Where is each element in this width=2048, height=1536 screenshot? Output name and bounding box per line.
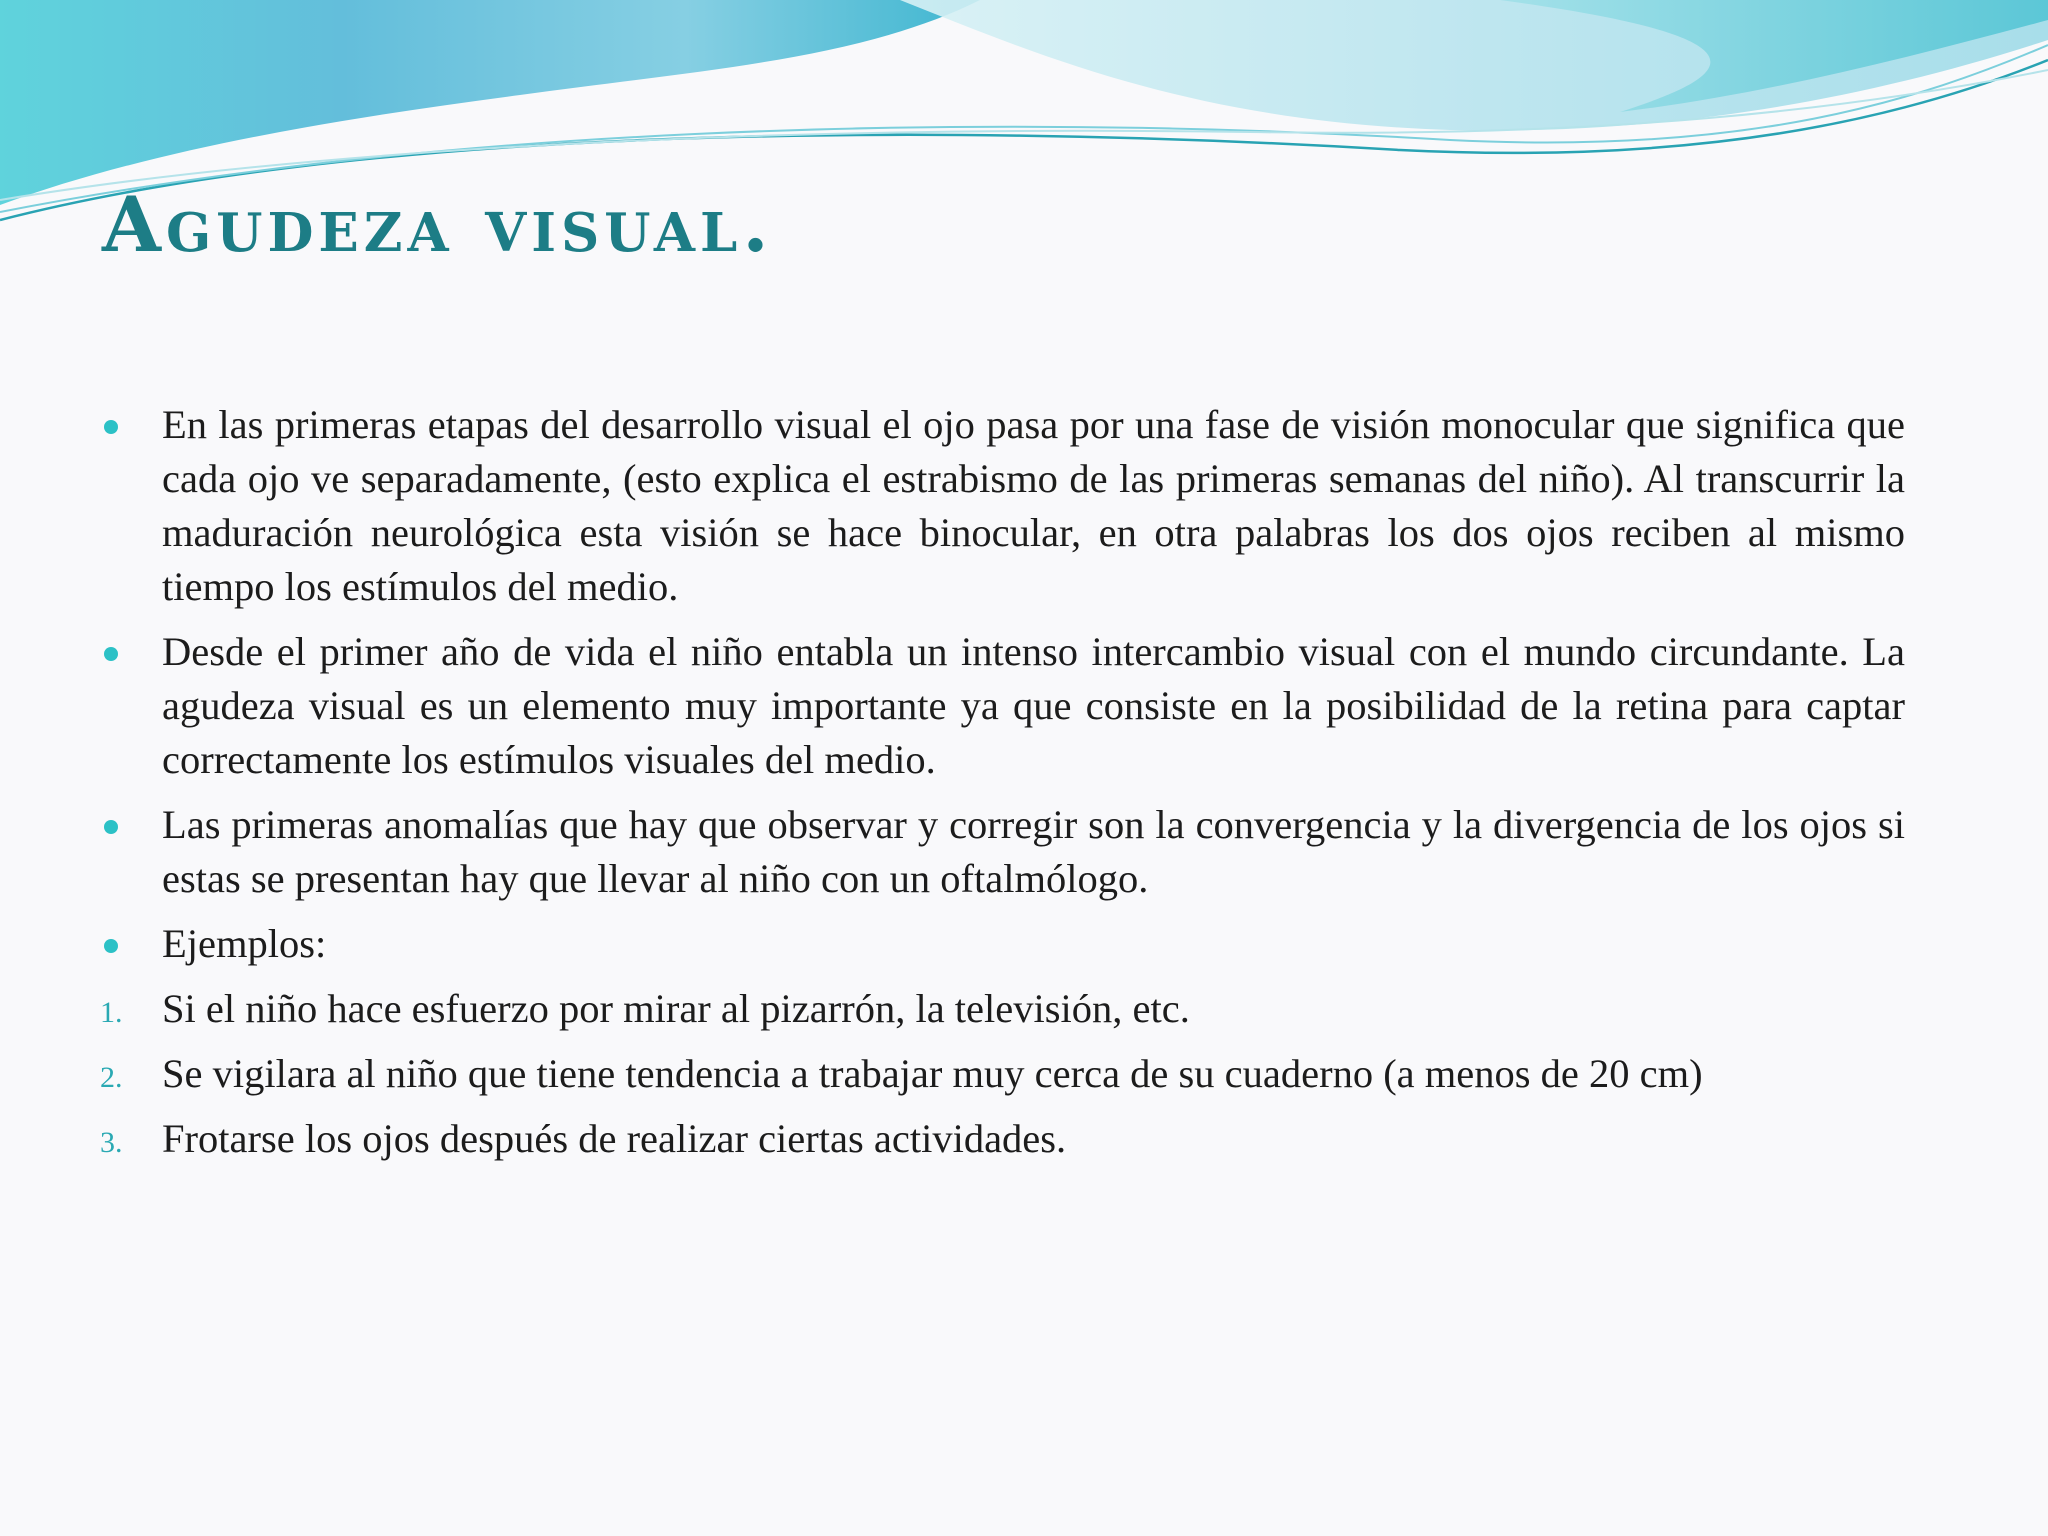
numbered-text: Frotarse los ojos después de realizar ciertas actividades. [162,1116,1067,1161]
bullet-item [100,798,1905,906]
bullet-text: En las primeras etapas del desarrollo visual el ojo pasa por una fase de visión monocular que significa que cada ojo ve separadamente, (esto explica el estrabismo de las primeras semanas del niño). Al transcurrir la maduración neurológica esta visión se hace binocular, en otra palabras los dos ojos reciben al mismo tiempo los estímulos del medio. [162,402,1905,609]
numbered-text: Si el niño hace esfuerzo por mirar al pizarrón, la televisión, etc. [162,986,1190,1031]
bullet-item [100,917,1905,971]
slide-title: Agudeza visual. [102,180,774,269]
content-list [100,398,1905,1177]
numbered-item [100,1047,1905,1101]
bullet-text: Desde el primer año de vida el niño entabla un intenso intercambio visual con el mundo circundante. La agudeza visual es un elemento muy importante ya que consiste en la posibilidad de la retina para captar correctamente los estímulos visuales del medio. [162,629,1905,782]
numbered-item [100,1112,1905,1166]
wave-main-shape [0,0,980,205]
item-number: 1. [100,996,123,1029]
item-number: 3. [100,1126,123,1159]
bullet-dot-icon [104,420,118,434]
bullet-item [100,625,1905,787]
bullet-text: Las primeras anomalías que hay que observar y corregir son la convergencia y la divergencia de los ojos si estas se presentan hay que llevar al niño con un oftalmólogo. [162,802,1905,901]
bullet-item [100,398,1905,614]
numbered-text: Se vigilara al niño que tiene tendencia a trabajar muy cerca de su cuaderno (a menos de 20 cm) [162,1051,1703,1096]
bullet-dot-icon [104,820,118,834]
item-number: 2. [100,1061,123,1094]
numbered-item [100,982,1905,1036]
bullet-dot-icon [104,939,118,953]
bullet-text: Ejemplos: [162,921,327,966]
bullet-dot-icon [104,647,118,661]
